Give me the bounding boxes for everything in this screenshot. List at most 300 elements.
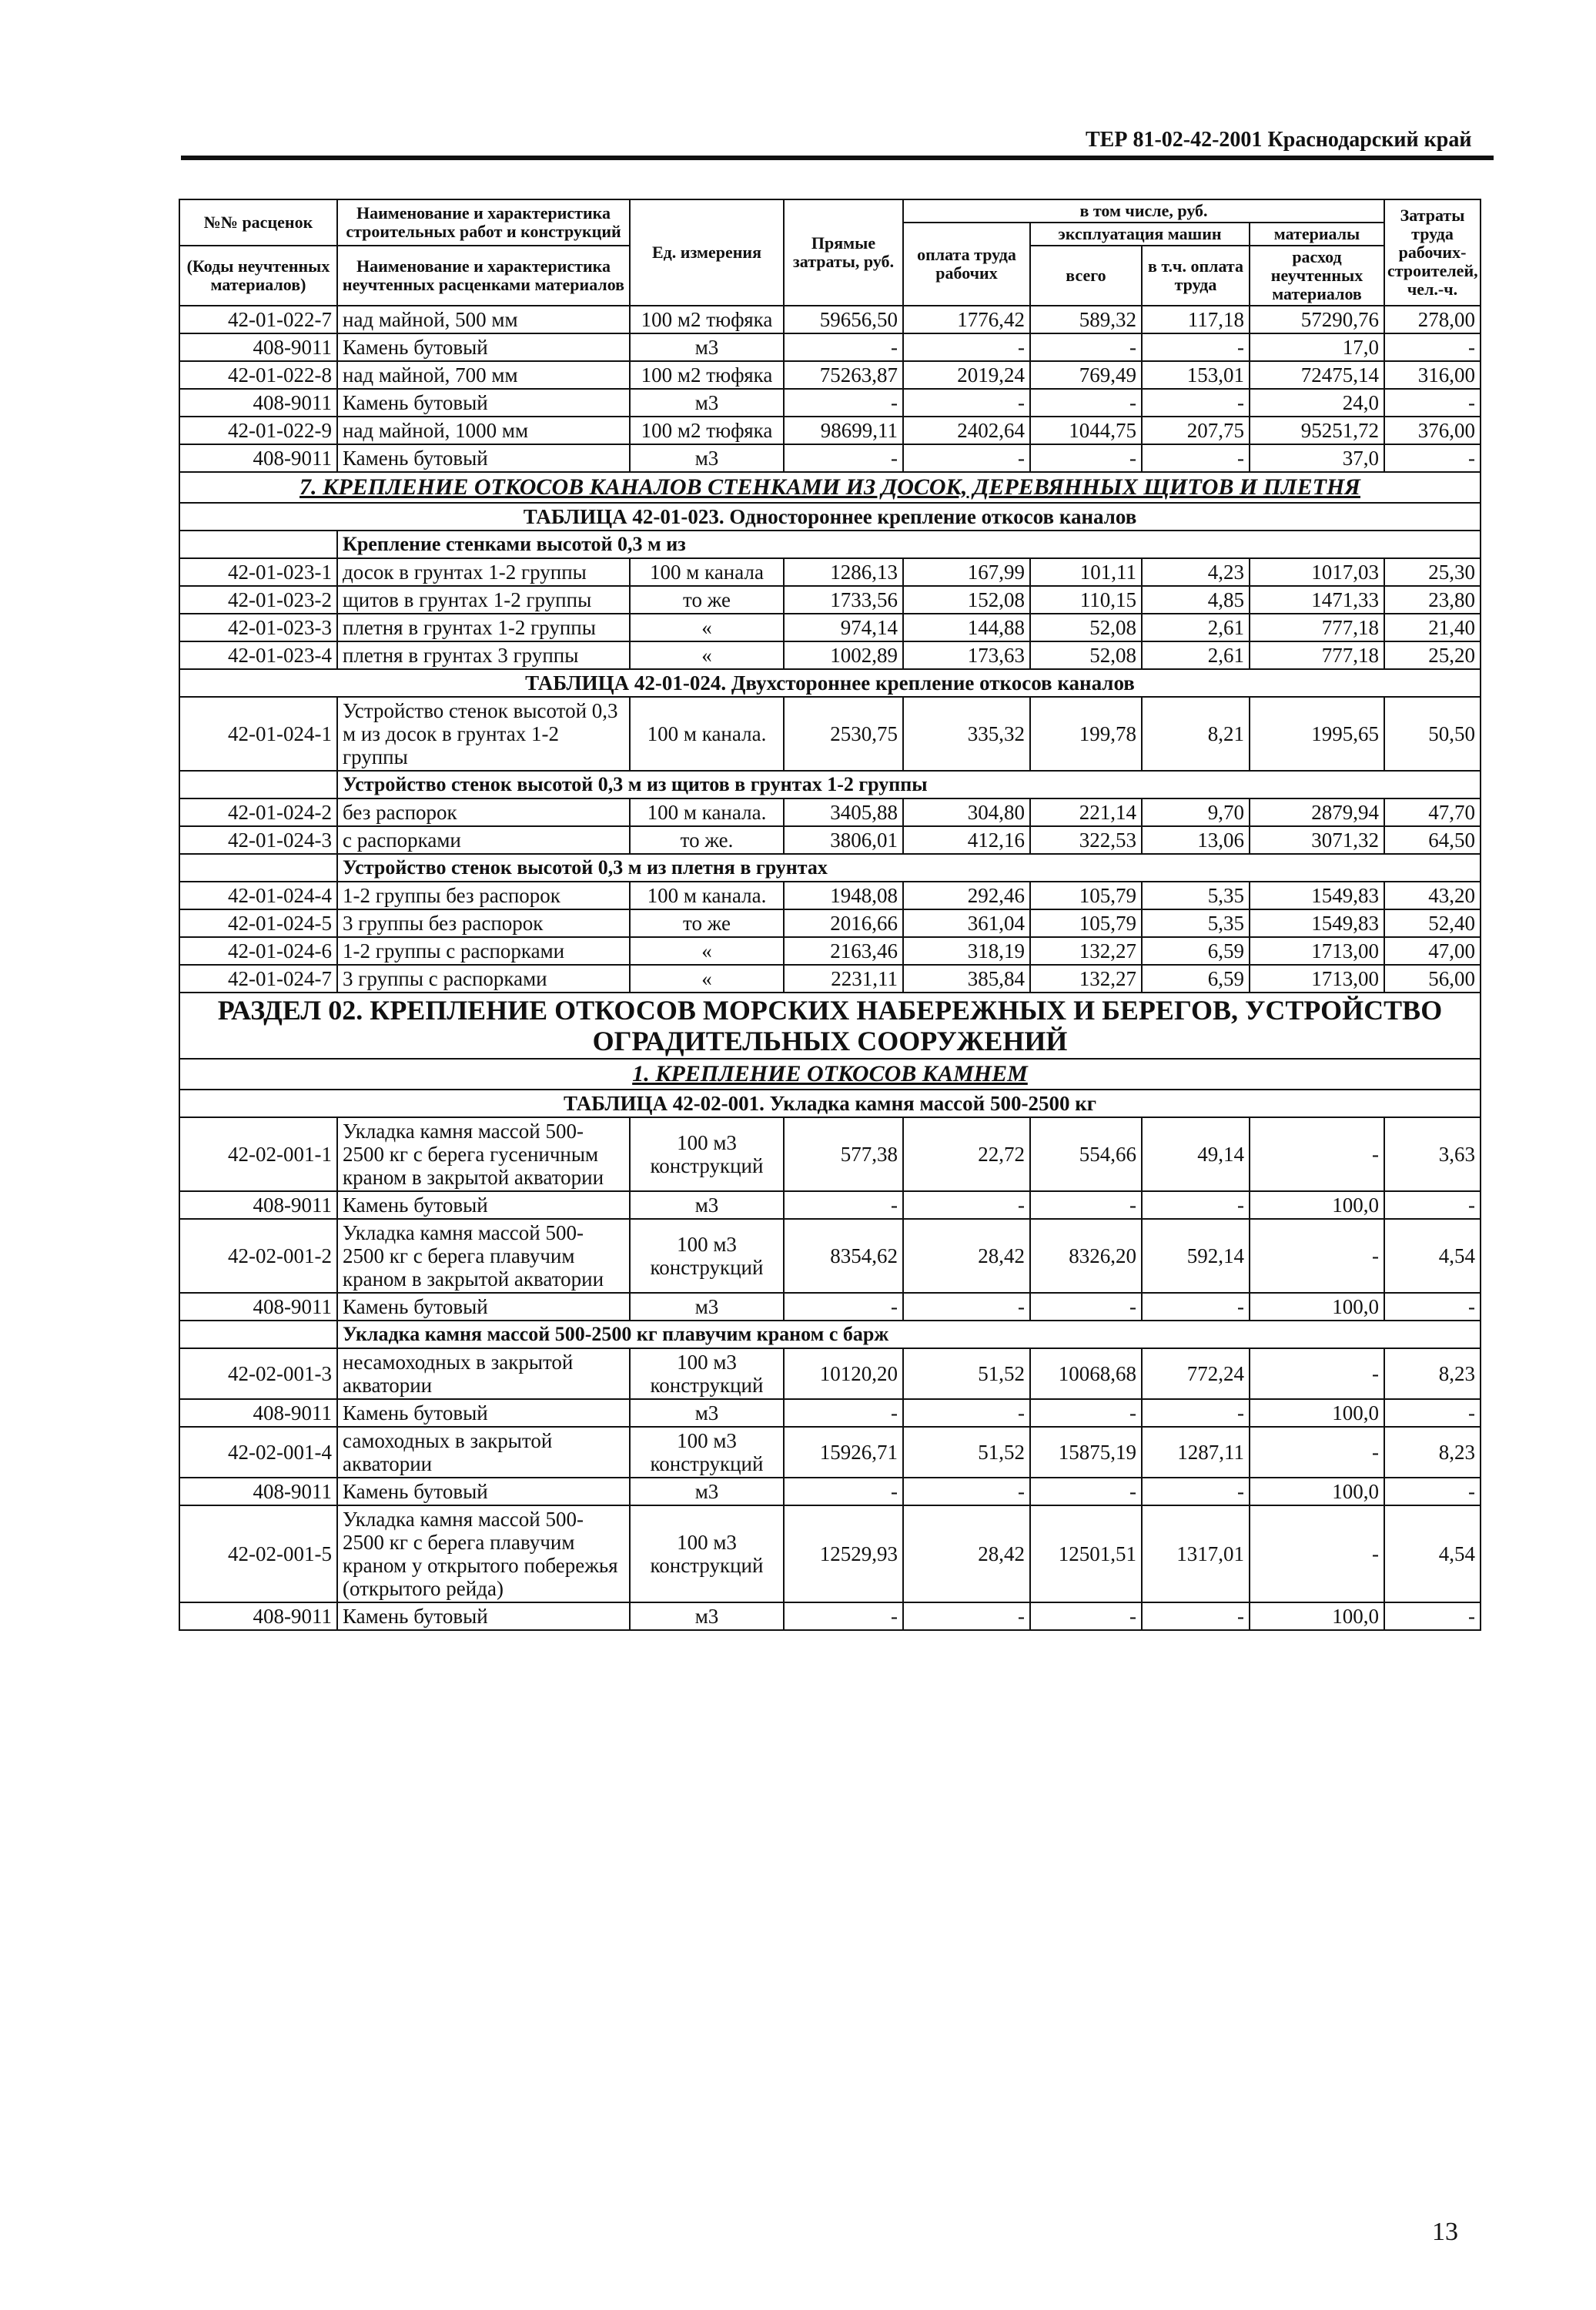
row-materials: 100,0 <box>1250 1293 1384 1321</box>
row-name: щитов в грунтах 1-2 группы <box>337 586 630 614</box>
row-code: 42-02-001-4 <box>179 1427 337 1478</box>
row-direct: 10120,20 <box>784 1348 903 1399</box>
row-machines: 101,11 <box>1030 558 1142 586</box>
row-name: самоходных в закрытой акватории <box>337 1427 630 1478</box>
row-unit: 100 м2 тюфяка <box>630 306 784 333</box>
row-labor: - <box>1384 333 1481 361</box>
row-labor: 23,80 <box>1384 586 1481 614</box>
row-name: Камень бутовый <box>337 1399 630 1427</box>
table-row <box>179 586 1481 614</box>
row-code: 408-9011 <box>179 1293 337 1321</box>
table-row <box>179 417 1481 444</box>
col-code-header: №№ расценок <box>179 199 337 246</box>
row-labor: 43,20 <box>1384 882 1481 909</box>
table-row <box>179 389 1481 417</box>
row-wages: - <box>903 444 1030 472</box>
row-direct: 1002,89 <box>784 641 903 669</box>
row-wages: - <box>903 1478 1030 1505</box>
row-name: Камень бутовый <box>337 333 630 361</box>
table-row <box>179 965 1481 993</box>
row-unit: 100 м канала. <box>630 798 784 826</box>
row-materials: 3071,32 <box>1250 826 1384 854</box>
row-wages: - <box>903 333 1030 361</box>
header-row-1 <box>179 199 1481 223</box>
row-direct: 8354,62 <box>784 1219 903 1293</box>
row-unit: м3 <box>630 1293 784 1321</box>
row-materials: 777,18 <box>1250 641 1384 669</box>
col-direct-header: Прямые затраты, руб. <box>784 199 903 306</box>
row-wages: 2019,24 <box>903 361 1030 389</box>
table-row <box>179 1293 1481 1321</box>
group-spacer <box>179 531 337 558</box>
row-unit: м3 <box>630 1602 784 1630</box>
row-labor: 21,40 <box>1384 614 1481 641</box>
row-unit: м3 <box>630 333 784 361</box>
row-code: 408-9011 <box>179 389 337 417</box>
row-materials: 24,0 <box>1250 389 1384 417</box>
header-rule <box>181 156 1494 160</box>
group-spacer <box>179 854 337 882</box>
row-mach-wages: - <box>1142 1478 1250 1505</box>
row-name: над майной, 700 мм <box>337 361 630 389</box>
group-label: Укладка камня массой 500-2500 кг плавучим краном с барж <box>337 1321 1481 1348</box>
page-number: 13 <box>1432 2218 1458 2246</box>
col-mat-sub-header: расход неучтенных материалов <box>1250 246 1384 306</box>
row-mach-wages: 592,14 <box>1142 1219 1250 1293</box>
row-name: Укладка камня массой 500-2500 кг с берега гусеничным краном в закрытой акватории <box>337 1117 630 1191</box>
group-spacer <box>179 1321 337 1348</box>
col-materials-header: материалы <box>1250 223 1384 246</box>
row-mach-wages: 2,61 <box>1142 641 1250 669</box>
row-mach-wages: 1317,01 <box>1142 1505 1250 1602</box>
row-wages: 385,84 <box>903 965 1030 993</box>
group-label: Устройство стенок высотой 0,3 м из щитов в грунтах 1-2 группы <box>337 771 1481 798</box>
row-machines: 52,08 <box>1030 614 1142 641</box>
col-incl-header: в том числе, руб. <box>903 199 1384 223</box>
col-code-subheader: (Коды неучтенных материалов) <box>179 246 337 306</box>
row-mach-wages: 6,59 <box>1142 937 1250 965</box>
group-row <box>179 531 1481 558</box>
row-wages: - <box>903 1602 1030 1630</box>
row-machines: - <box>1030 444 1142 472</box>
row-machines: 105,79 <box>1030 882 1142 909</box>
row-unit: то же <box>630 586 784 614</box>
row-wages: 144,88 <box>903 614 1030 641</box>
table-row <box>179 641 1481 669</box>
row-direct: 2530,75 <box>784 697 903 771</box>
group-row <box>179 854 1481 882</box>
table-row <box>179 826 1481 854</box>
row-unit: м3 <box>630 1478 784 1505</box>
row-name: над майной, 1000 мм <box>337 417 630 444</box>
row-labor: 56,00 <box>1384 965 1481 993</box>
row-materials: 72475,14 <box>1250 361 1384 389</box>
row-mach-wages: - <box>1142 333 1250 361</box>
table-row <box>179 361 1481 389</box>
row-wages: 361,04 <box>903 909 1030 937</box>
row-wages: 292,46 <box>903 882 1030 909</box>
row-machines: - <box>1030 1191 1142 1219</box>
group-label: Устройство стенок высотой 0,3 м из плетня в грунтах <box>337 854 1481 882</box>
row-machines: 15875,19 <box>1030 1427 1142 1478</box>
row-unit: « <box>630 614 784 641</box>
row-unit: 100 м3 конструкций <box>630 1505 784 1602</box>
row-machines: - <box>1030 1602 1142 1630</box>
row-name: плетня в грунтах 3 группы <box>337 641 630 669</box>
table-row <box>179 1427 1481 1478</box>
group-row <box>179 1321 1481 1348</box>
row-mach-wages: 4,23 <box>1142 558 1250 586</box>
row-machines: - <box>1030 1478 1142 1505</box>
row-materials: 777,18 <box>1250 614 1384 641</box>
table-row <box>179 1090 1481 1117</box>
row-unit: м3 <box>630 389 784 417</box>
row-materials: 95251,72 <box>1250 417 1384 444</box>
row-code: 408-9011 <box>179 1478 337 1505</box>
row-wages: 304,80 <box>903 798 1030 826</box>
row-code: 42-01-024-6 <box>179 937 337 965</box>
row-direct: 2231,11 <box>784 965 903 993</box>
row-name: с распорками <box>337 826 630 854</box>
row-machines: 554,66 <box>1030 1117 1142 1191</box>
row-direct: 12529,93 <box>784 1505 903 1602</box>
row-wages: 28,42 <box>903 1505 1030 1602</box>
row-name: Камень бутовый <box>337 389 630 417</box>
row-labor: 52,40 <box>1384 909 1481 937</box>
row-unit: « <box>630 965 784 993</box>
row-mach-wages: 9,70 <box>1142 798 1250 826</box>
row-labor: 8,23 <box>1384 1348 1481 1399</box>
row-unit: « <box>630 937 784 965</box>
col-name-subheader: Наименование и характеристика неучтенных расценками материалов <box>337 246 630 306</box>
row-labor: - <box>1384 1293 1481 1321</box>
row-direct: 1733,56 <box>784 586 903 614</box>
row-unit: то же. <box>630 826 784 854</box>
row-materials: 1549,83 <box>1250 909 1384 937</box>
row-code: 42-01-024-7 <box>179 965 337 993</box>
row-wages: 167,99 <box>903 558 1030 586</box>
row-unit: 100 м2 тюфяка <box>630 361 784 389</box>
row-labor: 278,00 <box>1384 306 1481 333</box>
row-direct: 3405,88 <box>784 798 903 826</box>
row-mach-wages: - <box>1142 389 1250 417</box>
row-materials: 17,0 <box>1250 333 1384 361</box>
row-unit: 100 м3 конструкций <box>630 1219 784 1293</box>
row-materials: 1017,03 <box>1250 558 1384 586</box>
row-direct: - <box>784 1293 903 1321</box>
row-labor: 47,70 <box>1384 798 1481 826</box>
table-row <box>179 1478 1481 1505</box>
row-wages: 412,16 <box>903 826 1030 854</box>
row-name: Устройство стенок высотой 0,3 м из досок в грунтах 1-2 группы <box>337 697 630 771</box>
row-direct: - <box>784 1478 903 1505</box>
row-direct: - <box>784 333 903 361</box>
row-materials: 57290,76 <box>1250 306 1384 333</box>
row-wages: 173,63 <box>903 641 1030 669</box>
row-code: 42-02-001-5 <box>179 1505 337 1602</box>
row-mach-wages: 772,24 <box>1142 1348 1250 1399</box>
rates-table <box>179 199 1481 1631</box>
row-machines: 132,27 <box>1030 965 1142 993</box>
doc-code: ТЕР 81-02-42-2001 <box>1086 128 1263 152</box>
row-name: плетня в грунтах 1-2 группы <box>337 614 630 641</box>
row-code: 42-01-024-5 <box>179 909 337 937</box>
row-code: 42-01-023-2 <box>179 586 337 614</box>
table-row <box>179 697 1481 771</box>
row-labor: - <box>1384 1191 1481 1219</box>
table-row <box>179 1219 1481 1293</box>
row-direct: 2163,46 <box>784 937 903 965</box>
row-mach-wages: 153,01 <box>1142 361 1250 389</box>
row-unit: 100 м3 конструкций <box>630 1427 784 1478</box>
table-row <box>179 1117 1481 1191</box>
row-unit: 100 м3 конструкций <box>630 1348 784 1399</box>
row-labor: - <box>1384 389 1481 417</box>
row-wages: 152,08 <box>903 586 1030 614</box>
table-row <box>179 1505 1481 1602</box>
table-row <box>179 558 1481 586</box>
row-mach-wages: 2,61 <box>1142 614 1250 641</box>
col-wages-header: оплата труда рабочих <box>903 223 1030 306</box>
row-name: Камень бутовый <box>337 1602 630 1630</box>
row-mach-wages: 8,21 <box>1142 697 1250 771</box>
row-unit: 100 м канала <box>630 558 784 586</box>
col-mach-total-header: всего <box>1030 246 1142 306</box>
col-labor-header: Затраты труда рабочих-строителей, чел.-ч. <box>1384 199 1481 306</box>
row-mach-wages: 49,14 <box>1142 1117 1250 1191</box>
row-name: без распорок <box>337 798 630 826</box>
row-unit: 100 м канала. <box>630 697 784 771</box>
row-code: 42-01-022-9 <box>179 417 337 444</box>
row-materials: 1713,00 <box>1250 965 1384 993</box>
row-machines: 132,27 <box>1030 937 1142 965</box>
row-labor: 4,54 <box>1384 1219 1481 1293</box>
col-machines-header: эксплуатация машин <box>1030 223 1250 246</box>
row-code: 42-01-024-3 <box>179 826 337 854</box>
row-machines: 199,78 <box>1030 697 1142 771</box>
row-labor: 3,63 <box>1384 1117 1481 1191</box>
group-label: Крепление стенками высотой 0,3 м из <box>337 531 1481 558</box>
row-unit: м3 <box>630 1191 784 1219</box>
row-wages: 1776,42 <box>903 306 1030 333</box>
title-heading: 7. КРЕПЛЕНИЕ ОТКОСОВ КАНАЛОВ СТЕНКАМИ ИЗ ДОСОК, ДЕРЕВЯННЫХ ЩИТОВ И ПЛЕТНЯ <box>179 472 1481 503</box>
row-unit: м3 <box>630 444 784 472</box>
row-machines: 322,53 <box>1030 826 1142 854</box>
row-wages: - <box>903 1191 1030 1219</box>
row-machines: 221,14 <box>1030 798 1142 826</box>
table-row <box>179 444 1481 472</box>
table-row <box>179 882 1481 909</box>
row-machines: 105,79 <box>1030 909 1142 937</box>
row-materials: 100,0 <box>1250 1399 1384 1427</box>
row-direct: - <box>784 1399 903 1427</box>
row-code: 408-9011 <box>179 444 337 472</box>
row-wages: - <box>903 1399 1030 1427</box>
row-name: Укладка камня массой 500-2500 кг с берега плавучим краном в закрытой акватории <box>337 1219 630 1293</box>
row-mach-wages: 1287,11 <box>1142 1427 1250 1478</box>
row-labor: 47,00 <box>1384 937 1481 965</box>
row-name: досок в грунтах 1-2 группы <box>337 558 630 586</box>
row-code: 408-9011 <box>179 1602 337 1630</box>
row-mach-wages: 4,85 <box>1142 586 1250 614</box>
row-materials: 37,0 <box>1250 444 1384 472</box>
row-materials: 100,0 <box>1250 1478 1384 1505</box>
row-code: 42-02-001-3 <box>179 1348 337 1399</box>
row-code: 42-02-001-1 <box>179 1117 337 1191</box>
row-machines: 589,32 <box>1030 306 1142 333</box>
row-materials: 2879,94 <box>1250 798 1384 826</box>
row-labor: - <box>1384 1399 1481 1427</box>
row-name: 3 группы без распорок <box>337 909 630 937</box>
row-mach-wages: - <box>1142 1602 1250 1630</box>
group-spacer <box>179 771 337 798</box>
row-name: 1-2 группы без распорок <box>337 882 630 909</box>
row-direct: 15926,71 <box>784 1427 903 1478</box>
row-unit: то же <box>630 909 784 937</box>
row-wages: 2402,64 <box>903 417 1030 444</box>
row-unit: 100 м3 конструкций <box>630 1117 784 1191</box>
row-code: 42-02-001-2 <box>179 1219 337 1293</box>
row-materials: - <box>1250 1348 1384 1399</box>
table-row <box>179 333 1481 361</box>
table-heading: ТАБЛИЦА 42-02-001. Укладка камня массой 500-2500 кг <box>179 1090 1481 1117</box>
row-wages: 318,19 <box>903 937 1030 965</box>
row-name: Укладка камня массой 500-2500 кг с берега плавучим краном у открытого побережья (открытого рейда) <box>337 1505 630 1602</box>
row-code: 42-01-022-7 <box>179 306 337 333</box>
row-machines: - <box>1030 1293 1142 1321</box>
row-name: Камень бутовый <box>337 1191 630 1219</box>
col-name-header: Наименование и характеристика строительных работ и конструкций <box>337 199 630 246</box>
row-wages: 51,52 <box>903 1348 1030 1399</box>
row-materials: - <box>1250 1219 1384 1293</box>
row-machines: 52,08 <box>1030 641 1142 669</box>
title-row <box>179 472 1481 503</box>
table-heading: ТАБЛИЦА 42-01-023. Одностороннее крепление откосов каналов <box>179 503 1481 531</box>
row-wages: 22,72 <box>903 1117 1030 1191</box>
table-row <box>179 1348 1481 1399</box>
table-row <box>179 1191 1481 1219</box>
section-heading: РАЗДЕЛ 02. КРЕПЛЕНИЕ ОТКОСОВ МОРСКИХ НАБЕРЕЖНЫХ И БЕРЕГОВ, УСТРОЙСТВО ОГРАДИТЕЛЬНЫХ СООРУЖЕНИЙ <box>179 993 1481 1059</box>
row-code: 408-9011 <box>179 1399 337 1427</box>
row-name: 3 группы с распорками <box>337 965 630 993</box>
row-machines: 12501,51 <box>1030 1505 1142 1602</box>
row-code: 42-01-024-4 <box>179 882 337 909</box>
row-mach-wages: 5,35 <box>1142 909 1250 937</box>
row-mach-wages: - <box>1142 1293 1250 1321</box>
table-row <box>179 669 1481 697</box>
row-materials: - <box>1250 1427 1384 1478</box>
row-mach-wages: - <box>1142 1399 1250 1427</box>
row-direct: - <box>784 1602 903 1630</box>
row-direct: 59656,50 <box>784 306 903 333</box>
row-direct: 2016,66 <box>784 909 903 937</box>
row-direct: 75263,87 <box>784 361 903 389</box>
row-name: Камень бутовый <box>337 1293 630 1321</box>
row-labor: - <box>1384 1602 1481 1630</box>
table-row <box>179 503 1481 531</box>
row-machines: 10068,68 <box>1030 1348 1142 1399</box>
row-labor: - <box>1384 1478 1481 1505</box>
row-materials: 1995,65 <box>1250 697 1384 771</box>
table-row <box>179 614 1481 641</box>
row-wages: - <box>903 1293 1030 1321</box>
table-row <box>179 798 1481 826</box>
page-header <box>1086 128 1471 152</box>
row-materials: 1713,00 <box>1250 937 1384 965</box>
row-code: 408-9011 <box>179 1191 337 1219</box>
row-labor: 25,20 <box>1384 641 1481 669</box>
row-direct: 1948,08 <box>784 882 903 909</box>
row-mach-wages: 6,59 <box>1142 965 1250 993</box>
row-direct: - <box>784 444 903 472</box>
row-direct: 974,14 <box>784 614 903 641</box>
row-code: 408-9011 <box>179 333 337 361</box>
row-name: над майной, 500 мм <box>337 306 630 333</box>
table-row <box>179 937 1481 965</box>
row-labor: 376,00 <box>1384 417 1481 444</box>
row-labor: 50,50 <box>1384 697 1481 771</box>
row-labor: 8,23 <box>1384 1427 1481 1478</box>
row-name: Камень бутовый <box>337 444 630 472</box>
row-unit: « <box>630 641 784 669</box>
row-direct: 98699,11 <box>784 417 903 444</box>
row-name: Камень бутовый <box>337 1478 630 1505</box>
row-wages: - <box>903 389 1030 417</box>
title-heading: 1. КРЕПЛЕНИЕ ОТКОСОВ КАМНЕМ <box>179 1059 1481 1090</box>
row-mach-wages: 5,35 <box>1142 882 1250 909</box>
row-machines: 110,15 <box>1030 586 1142 614</box>
table-row <box>179 1399 1481 1427</box>
row-unit: 100 м канала. <box>630 882 784 909</box>
row-name: 1-2 группы с распорками <box>337 937 630 965</box>
row-materials: 1549,83 <box>1250 882 1384 909</box>
row-mach-wages: 117,18 <box>1142 306 1250 333</box>
row-machines: - <box>1030 333 1142 361</box>
row-direct: 1286,13 <box>784 558 903 586</box>
row-mach-wages: - <box>1142 444 1250 472</box>
row-machines: - <box>1030 389 1142 417</box>
row-materials: 100,0 <box>1250 1191 1384 1219</box>
row-materials: 1471,33 <box>1250 586 1384 614</box>
row-code: 42-01-023-4 <box>179 641 337 669</box>
row-code: 42-01-024-2 <box>179 798 337 826</box>
row-labor: 64,50 <box>1384 826 1481 854</box>
section-row <box>179 993 1481 1059</box>
region: Краснодарский край <box>1267 128 1472 152</box>
row-wages: 51,52 <box>903 1427 1030 1478</box>
row-machines: 1044,75 <box>1030 417 1142 444</box>
row-mach-wages: 207,75 <box>1142 417 1250 444</box>
col-unit-header: Ед. измерения <box>630 199 784 306</box>
row-labor: - <box>1384 444 1481 472</box>
title-row <box>179 1059 1481 1090</box>
row-unit: м3 <box>630 1399 784 1427</box>
row-materials: - <box>1250 1117 1384 1191</box>
row-wages: 335,32 <box>903 697 1030 771</box>
row-code: 42-01-023-1 <box>179 558 337 586</box>
row-materials: 100,0 <box>1250 1602 1384 1630</box>
table-heading: ТАБЛИЦА 42-01-024. Двухстороннее крепление откосов каналов <box>179 669 1481 697</box>
table-row <box>179 909 1481 937</box>
row-machines: 8326,20 <box>1030 1219 1142 1293</box>
row-machines: - <box>1030 1399 1142 1427</box>
row-mach-wages: - <box>1142 1191 1250 1219</box>
row-direct: - <box>784 389 903 417</box>
row-direct: 577,38 <box>784 1117 903 1191</box>
row-direct: - <box>784 1191 903 1219</box>
row-code: 42-01-022-8 <box>179 361 337 389</box>
row-labor: 4,54 <box>1384 1505 1481 1602</box>
